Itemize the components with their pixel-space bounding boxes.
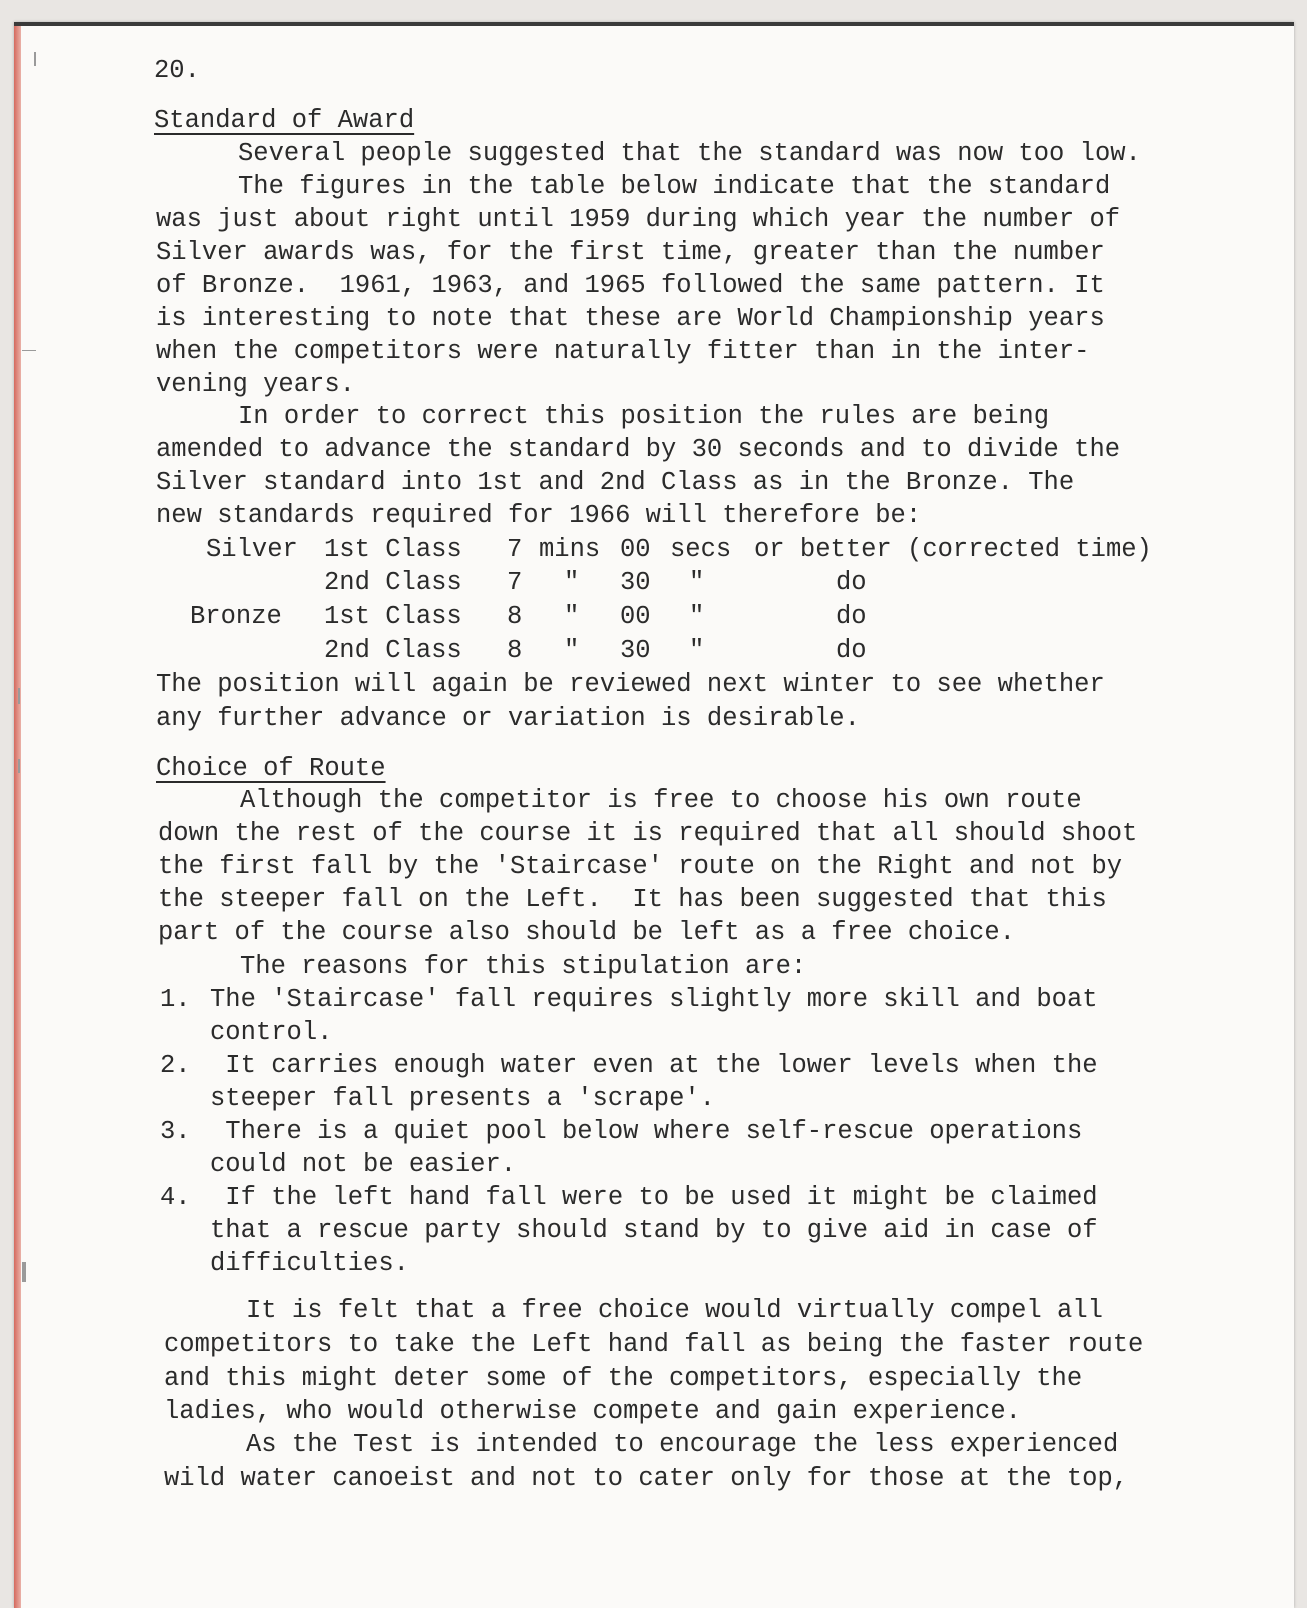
mins-unit-cell: " bbox=[564, 602, 580, 631]
mins-cell: 7 bbox=[507, 535, 523, 564]
heading-standard-of-award: Standard of Award bbox=[154, 106, 415, 135]
body-line: when the competitors were naturally fitter than in the inter- bbox=[156, 337, 1090, 366]
award-cell: Silver bbox=[206, 535, 298, 564]
body-line: part of the course also should be left as a free choice. bbox=[158, 918, 1015, 947]
body-line: the first fall by the 'Staircase' route on the Right and not by bbox=[158, 852, 1123, 881]
list-text: that a rescue party should stand by to give aid in case of bbox=[210, 1216, 1098, 1245]
body-line: wild water canoeist and not to cater only for those at the top, bbox=[164, 1464, 1129, 1493]
body-line: the steeper fall on the Left. It has been suggested that this bbox=[158, 885, 1107, 914]
list-text: There is a quiet pool below where self-rescue operations bbox=[210, 1117, 1083, 1146]
note-cell: or better (corrected time) bbox=[754, 535, 1152, 564]
class-cell: 1st Class bbox=[324, 535, 462, 564]
note-cell: do bbox=[836, 636, 867, 665]
mins-unit-cell: " bbox=[564, 568, 580, 597]
secs-unit-cell: secs bbox=[670, 535, 732, 564]
secs-cell: 00 bbox=[620, 602, 651, 631]
list-text: could not be easier. bbox=[210, 1150, 517, 1179]
body-line: The figures in the table below indicate that the standard bbox=[238, 172, 1111, 201]
class-cell: 2nd Class bbox=[324, 636, 462, 665]
body-line: Although the competitor is free to choose his own route bbox=[240, 786, 1082, 815]
list-number: 2. bbox=[160, 1051, 191, 1080]
secs-cell: 30 bbox=[620, 636, 651, 665]
award-cell: Bronze bbox=[190, 602, 282, 631]
list-text: If the left hand fall were to be used it might be claimed bbox=[210, 1183, 1098, 1212]
mins-cell: 8 bbox=[507, 602, 523, 631]
list-text: steeper fall presents a 'scrape'. bbox=[210, 1084, 715, 1113]
secs-cell: 30 bbox=[620, 568, 651, 597]
secs-unit-cell: " bbox=[689, 636, 705, 665]
list-number: 3. bbox=[160, 1117, 191, 1146]
note-cell: do bbox=[836, 568, 867, 597]
list-text: difficulties. bbox=[210, 1249, 409, 1278]
mins-unit-cell: " bbox=[564, 636, 580, 665]
body-line: vening years. bbox=[156, 370, 355, 399]
body-line: As the Test is intended to encourage the less experienced bbox=[246, 1430, 1119, 1459]
mins-cell: 7 bbox=[507, 568, 523, 597]
body-line: Silver awards was, for the first time, greater than the number bbox=[156, 238, 1105, 267]
scan-mark bbox=[18, 688, 20, 704]
list-number: 1. bbox=[160, 985, 191, 1014]
list-text: control. bbox=[210, 1018, 333, 1047]
mins-unit-cell: mins bbox=[539, 535, 601, 564]
scan-mark bbox=[22, 350, 36, 351]
list-number: 4. bbox=[160, 1183, 191, 1212]
class-cell: 2nd Class bbox=[324, 568, 462, 597]
document-page bbox=[14, 22, 1294, 1608]
body-line: It is felt that a free choice would virtually compel all bbox=[246, 1296, 1103, 1325]
body-line: down the rest of the course it is required that all should shoot bbox=[158, 819, 1138, 848]
body-line: In order to correct this position the rules are being bbox=[238, 402, 1050, 431]
body-line: ladies, who would otherwise compete and gain experience. bbox=[164, 1397, 1021, 1426]
body-line: The reasons for this stipulation are: bbox=[240, 952, 807, 981]
body-line: new standards required for 1966 will therefore be: bbox=[156, 501, 922, 530]
page-number: 20. bbox=[154, 56, 200, 85]
mins-cell: 8 bbox=[507, 636, 523, 665]
scan-mark bbox=[22, 1262, 26, 1282]
list-text: It carries enough water even at the lower levels when the bbox=[210, 1051, 1098, 1080]
list-text: The 'Staircase' fall requires slightly more skill and boat bbox=[210, 985, 1098, 1014]
body-line: amended to advance the standard by 30 seconds and to divide the bbox=[156, 435, 1121, 464]
heading-choice-of-route: Choice of Route bbox=[156, 754, 386, 783]
body-line: any further advance or variation is desirable. bbox=[156, 704, 860, 733]
body-line: and this might deter some of the competitors, especially the bbox=[164, 1364, 1083, 1393]
secs-unit-cell: " bbox=[689, 602, 705, 631]
body-line: competitors to take the Left hand fall as being the faster route bbox=[164, 1330, 1144, 1359]
body-line: was just about right until 1959 during which year the number of bbox=[156, 205, 1121, 234]
body-line: Several people suggested that the standard was now too low. bbox=[238, 139, 1141, 168]
body-line: of Bronze. 1961, 1963, and 1965 followed the same pattern. It bbox=[156, 271, 1105, 300]
scan-mark bbox=[34, 52, 36, 66]
body-line: The position will again be reviewed next winter to see whether bbox=[156, 670, 1105, 699]
note-cell: do bbox=[836, 602, 867, 631]
secs-cell: 00 bbox=[620, 535, 651, 564]
secs-unit-cell: " bbox=[689, 568, 705, 597]
body-line: Silver standard into 1st and 2nd Class as in the Bronze. The bbox=[156, 468, 1075, 497]
class-cell: 1st Class bbox=[324, 602, 462, 631]
scan-mark bbox=[18, 759, 20, 773]
body-line: is interesting to note that these are World Championship years bbox=[156, 304, 1105, 333]
